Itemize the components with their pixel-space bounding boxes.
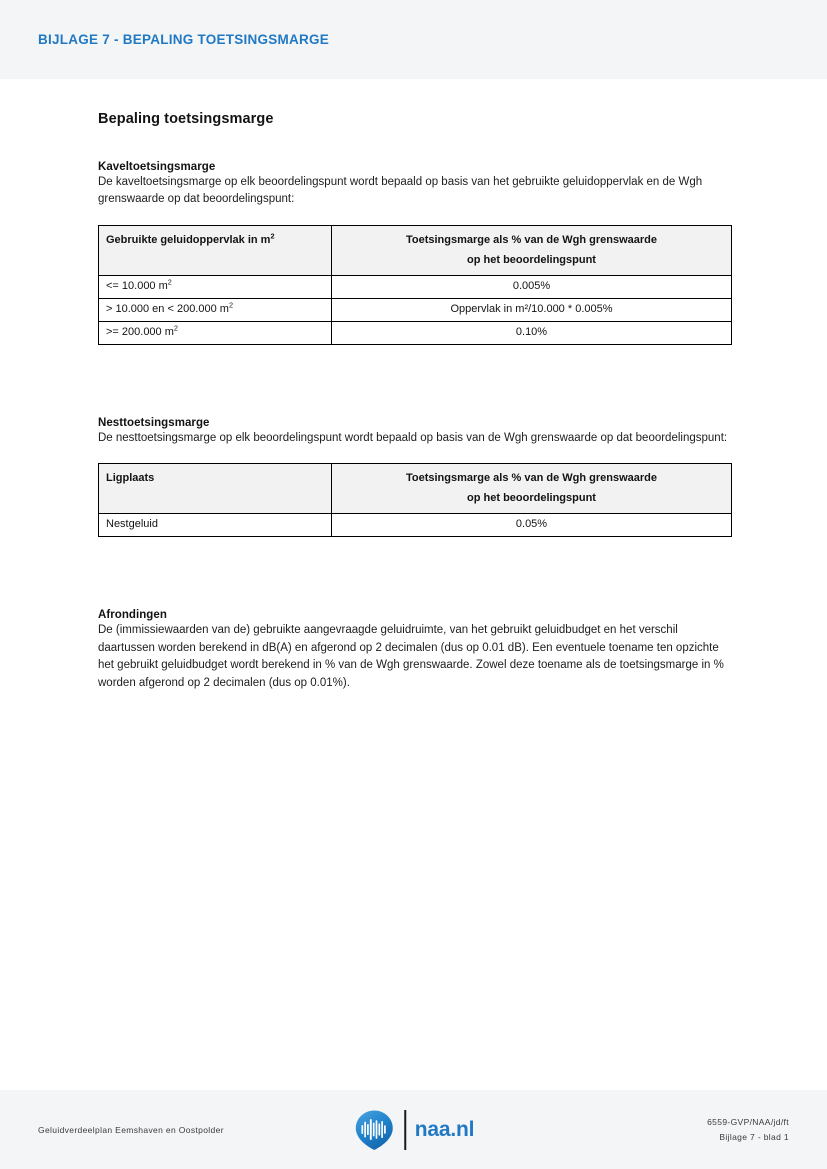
table-cell-criterion (99, 275, 332, 298)
table-cell-superscript: 2 (228, 300, 233, 310)
table-header-right-line2: op het beoordelingspunt (467, 253, 596, 266)
table-cell-text: > 10.000 en < 200.000 m (106, 302, 229, 315)
footer-page-label: Bijlage 7 - blad 1 (719, 1131, 789, 1142)
section-paragraph: De kaveltoetsingsmarge op elk beoordelingspunt wordt bepaald op basis van het gebruikte geluidoppervlak en de Wgh grenswaarde op dat beoordelingspunt: (98, 176, 703, 206)
footer-reference-block (489, 1115, 789, 1145)
table-cell-criterion (99, 321, 332, 344)
footer-logo (353, 1109, 474, 1151)
table-header-row (99, 225, 732, 275)
section-heading: Kaveltoetsingsmarge (98, 161, 216, 173)
table-row (99, 298, 732, 321)
page-header-band (0, 0, 827, 79)
table-cell-superscript: 2 (173, 323, 178, 333)
table-cell-text: Nestgeluid (106, 518, 158, 531)
section-heading: Afrondingen (98, 609, 167, 622)
section-afrondingen (98, 609, 731, 692)
page-footer-band (0, 1090, 827, 1169)
table-cell-value: 0.005% (332, 275, 732, 298)
section-paragraph: De nesttoetsingsmarge op elk beoordelingspunt wordt bepaald op basis van de Wgh grenswaarde op dat beoordelingspunt: (98, 431, 728, 444)
table-header-right-line1: Toetsingsmarge als % van de Wgh grenswaarde (405, 472, 658, 485)
table-header-cell-right (332, 225, 732, 275)
section-spacer (98, 537, 731, 579)
table-header-cell-right (332, 464, 732, 514)
section-kaveltoetsingsmarge (98, 161, 731, 345)
table-cell-criterion (99, 298, 332, 321)
table-cell-superscript: 2 (167, 277, 172, 287)
table-cell-value: 0.10% (332, 321, 732, 344)
table-row (99, 321, 732, 344)
table-cell-text: <= 10.000 m (106, 279, 168, 292)
table-header-left-text: Ligplaats (106, 472, 155, 485)
table-cell-criterion (99, 514, 332, 537)
table-cell-value: Oppervlak in m²/10.000 * 0.005% (332, 298, 732, 321)
table-cell-text: >= 200.000 m (106, 325, 174, 338)
section-heading: Nesttoetsingsmarge (98, 416, 210, 429)
nesttoetsingsmarge-table (98, 463, 732, 537)
table-header-row (99, 464, 732, 514)
footer-project-label: Geluidverdeelplan Eemshaven en Oostpolder (38, 1124, 224, 1135)
page-header-title: BIJLAGE 7 - BEPALING TOETSINGSMARGE (38, 32, 330, 47)
table-cell-value: 0.05% (332, 514, 732, 537)
table-header-right-line1: Toetsingsmarge als % van de Wgh grenswaarde (405, 233, 658, 246)
kaveltoetsingsmarge-table (98, 225, 732, 345)
section-nesttoetsingsmarge (98, 417, 731, 537)
logo-wordmark: naa.nl (414, 1117, 475, 1141)
page-title: Bepaling toetsingsmarge (98, 111, 274, 127)
naa-soundwave-logo-icon (353, 1109, 395, 1151)
document-body (0, 79, 827, 1090)
table-row (99, 275, 732, 298)
logo-divider (404, 1110, 406, 1150)
section-paragraph: De (immissiewaarden van de) gebruikte aangevraagde geluidruimte, van het gebruikt geluidbudget en het verschil daartussen worden berekend in dB(A) en afgerond op 2 decimalen (dus op 0.01 dB). Een eventuele toename ten opzichte het gebruikt geluidbudget wordt berekend in % van de Wgh grenswaarde. Zowel deze toename als de toetsingsmarge in % worden afgerond op 2 decimalen (dus op 0.01%). (98, 624, 724, 689)
table-header-cell-left (99, 225, 332, 275)
table-header-left-text: Gebruikte geluidoppervlak in m (106, 233, 271, 246)
table-header-cell-left (99, 464, 332, 514)
section-spacer (98, 345, 731, 387)
table-header-left-superscript: 2 (270, 231, 275, 241)
footer-reference-code: 6559-GVP/NAA/jd/ft (707, 1116, 789, 1127)
table-header-right-line2: op het beoordelingspunt (467, 492, 596, 505)
table-row (99, 514, 732, 537)
